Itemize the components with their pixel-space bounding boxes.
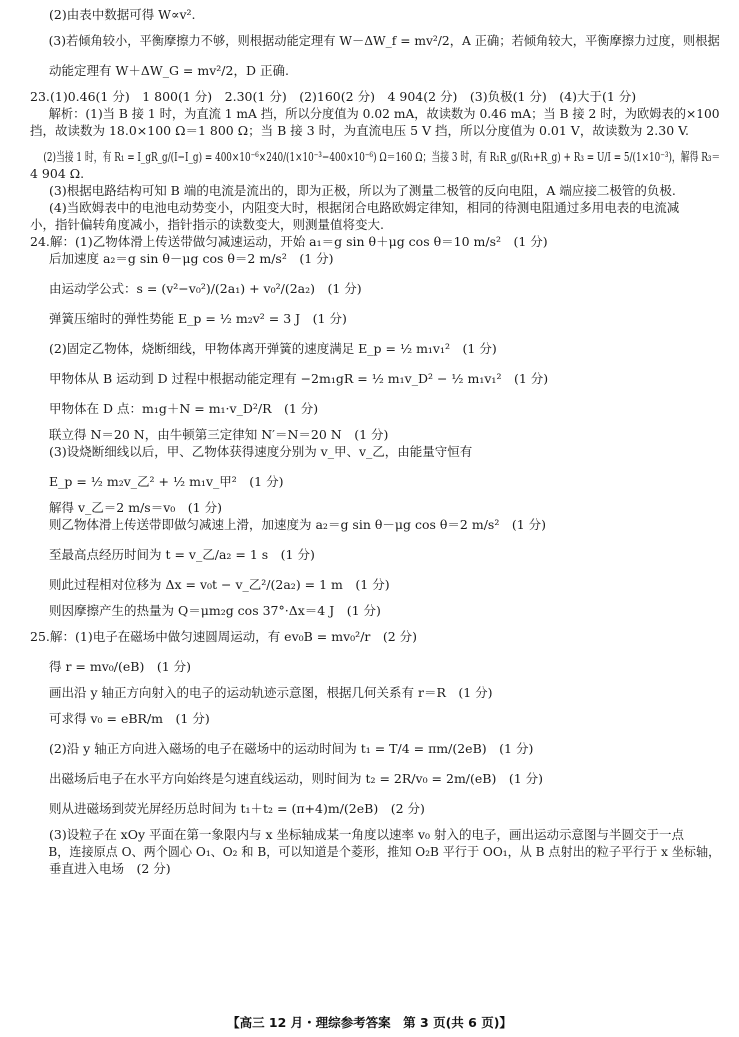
answer-line: [30, 370, 720, 387]
line-text: (3)设烧断细线以后，甲、乙物体获得速度分别为 v_甲、v_乙，由能量守恒有: [49, 444, 473, 459]
answer-line: [30, 340, 720, 357]
line-text: (2)沿 y 轴正方向进入磁场的电子在磁场中的运动时间为 t₁ = T/4 = πm/(2eB) (1 分): [49, 741, 534, 756]
line-text: 则因摩擦产生的热量为 Q＝μm₂g cos 37°·Δx＝4 J (1 分): [49, 603, 381, 618]
question-number: 23.: [30, 89, 50, 104]
answer-page: [30, 6, 720, 877]
line-text: 画出沿 y 轴正方向射入的电子的运动轨迹示意图，根据几何关系有 r＝R (1 分): [49, 685, 493, 700]
line-text: 解：(1)电子在磁场中做匀速圆周运动，有 ev₀B = mv₀²/r (2 分): [50, 629, 418, 644]
answer-line: [30, 250, 720, 267]
answer-line: [30, 62, 720, 79]
line-text: (4)当欧姆表中的电池电动势变小，内阻变大时，根据闭合电路欧姆定律知，相同的待测电阻通过多用电表的电流减: [49, 200, 680, 215]
line-text: 后加速度 a₂＝g sin θ－μg cos θ＝2 m/s² (1 分): [49, 251, 334, 266]
line-text: 则从进磁场到荧光屏经历总时间为 t₁＋t₂ = (π+4)m/(2eB) (2 分): [49, 801, 425, 816]
line-text: 则此过程相对位移为 Δx = v₀t − v_乙²/(2a₂) = 1 m (1 分): [49, 577, 390, 592]
line-text: 得 r = mv₀/(eB) (1 分): [49, 659, 192, 674]
line-text: 挡，故读数为 18.0×100 Ω＝1 800 Ω；当 B 接 3 时，为直流电压 5 V 挡，所以分度值为 0.01 V，故读数为 2.30 V.: [30, 123, 689, 138]
answer-line: [30, 122, 720, 139]
answer-line: [30, 826, 720, 843]
answer-line: [30, 165, 720, 182]
line-text: (3)若倾角较小，平衡摩擦力不够，则根据动能定理有 W－ΔW_f = mv²/2，A 正确；若倾角较大，平衡摩擦力过度，则根据: [48, 33, 720, 48]
line-text: 甲物体从 B 运动到 D 过程中根据动能定理有 −2m₁gR = ½ m₁v_D² − ½ m₁v₁² (1 分): [49, 371, 549, 386]
answer-line: [30, 233, 720, 250]
line-text: 出磁场后电子在水平方向始终是匀速直线运动，则时间为 t₂ = 2R/v₀ = 2m/(eB) (1 分): [49, 771, 544, 786]
answer-line: [30, 800, 720, 817]
answer-line: [30, 740, 720, 757]
line-text: (2)由表中数据可得 W∝v².: [49, 7, 196, 22]
line-text: 至最高点经历时间为 t = v_乙/a₂ = 1 s (1 分): [49, 547, 315, 562]
line-text: (2)当接 1 时，有 R₁ = I_gR_g/(I−I_g) = 400×10⁻⁶×240/(1×10⁻³−400×10⁻⁶) Ω＝160 Ω；当接 3 时，有 R₁R_g/(R₁+R_g) + R₃ = U/I = 5/(1×10⁻³)，解得 R₃＝: [43, 149, 721, 164]
line-text: (2)固定乙物体，烧断细线，甲物体离开弹簧的速度满足 E_p = ½ m₁v₁² (1 分): [49, 341, 497, 356]
line-text: 联立得 N＝20 N，由牛顿第三定律知 N′＝N＝20 N (1 分): [49, 427, 389, 442]
answer-line: [30, 516, 720, 533]
answer-line: [30, 546, 720, 563]
line-text: 解得 v_乙＝2 m/s＝v₀ (1 分): [49, 500, 222, 515]
answer-line: [30, 443, 720, 460]
answer-line: [30, 426, 720, 443]
question-number: 25.: [30, 629, 50, 644]
line-text: 4 904 Ω.: [30, 166, 85, 181]
answer-line: [30, 310, 720, 327]
answer-line: [30, 684, 720, 701]
line-text: 小，指针偏转角度减小，指针指示的读数变大，则测量值将变大.: [30, 217, 384, 232]
answer-line: [30, 216, 720, 233]
answer-line: [30, 710, 720, 727]
line-text: 可求得 v₀ = eBR/m (1 分): [49, 711, 210, 726]
line-text: 动能定理有 W＋ΔW_G = mv²/2，D 正确.: [49, 63, 289, 78]
answer-line: [30, 770, 720, 787]
answer-line: [30, 602, 720, 619]
question-number: 24.: [30, 234, 50, 249]
answer-line: [30, 843, 721, 860]
answer-line: [30, 148, 721, 165]
line-text: 解：(1)乙物体滑上传送带做匀减速运动，开始 a₁＝g sin θ＋μg cos θ＝10 m/s² (1 分): [50, 234, 548, 249]
line-text: (1)0.46(1 分) 1 800(1 分) 2.30(1 分) (2)160(2 分) 4 904(2 分) (3)负极(1 分) (4)大于(1 分): [50, 89, 637, 104]
answer-line: [30, 88, 720, 105]
answer-line: [30, 576, 720, 593]
answer-line: [30, 6, 720, 23]
line-text: (3)根据电路结构可知 B 端的电流是流出的，即为正极，所以为了测量二极管的反向电阻，A 端应接二极管的负极.: [49, 183, 676, 198]
answer-line: [30, 658, 720, 675]
line-text: 甲物体在 D 点：m₁g＋N = m₁·v_D²/R (1 分): [49, 401, 319, 416]
line-text: 由运动学公式：s = (v²−v₀²)/(2a₁) + v₀²/(2a₂) (1 分): [49, 281, 362, 296]
answer-line: [30, 499, 720, 516]
line-text: 垂直进入电场 (2 分): [49, 861, 171, 876]
line-text: 解析：(1)当 B 接 1 时，为直流 1 mA 挡，所以分度值为 0.02 mA，故读数为 0.46 mA；当 B 接 2 时，为欧姆表的×100: [48, 106, 720, 121]
line-text: E_p = ½ m₂v_乙² + ½ m₁v_甲² (1 分): [49, 474, 284, 489]
answer-line: [30, 182, 720, 199]
answer-line: [30, 473, 720, 490]
answer-line: [30, 400, 720, 417]
line-text: 弹簧压缩时的弹性势能 E_p = ½ m₂v² = 3 J (1 分): [49, 311, 347, 326]
answer-line: [30, 32, 720, 49]
answer-line: [30, 628, 720, 645]
page-footer: 【高三 12 月・理综参考答案 第 3 页(共 6 页)】: [227, 1015, 512, 1030]
answer-line: [30, 860, 720, 877]
line-text: B，连接原点 O、两个圆心 O₁、O₂ 和 B，可以知道是个菱形，推知 O₂B 平行于 OO₁，从 B 点射出的粒子平行于 x 坐标轴，: [48, 844, 721, 859]
line-text: 则乙物体滑上传送带即做匀减速上滑，加速度为 a₂＝g sin θ－μg cos θ＝2 m/s² (1 分): [49, 517, 547, 532]
answer-line: [30, 199, 720, 216]
answer-line: [30, 105, 720, 122]
line-text: (3)设粒子在 xOy 平面在第一象限内与 x 坐标轴成某一角度以速率 v₀ 射入的电子，画出运动示意图与半圆交于一点: [49, 827, 685, 842]
answer-line: [30, 280, 720, 297]
